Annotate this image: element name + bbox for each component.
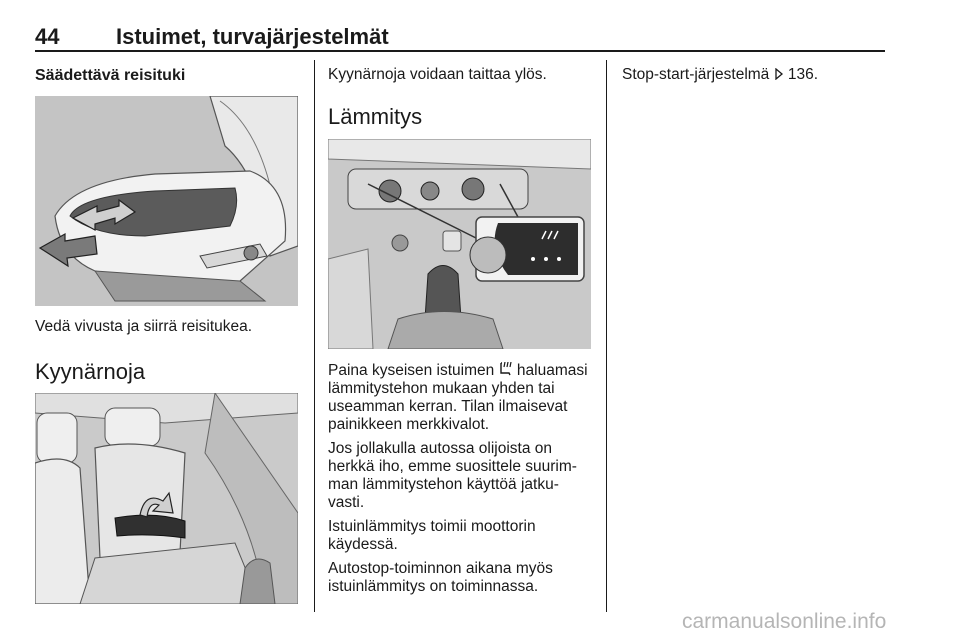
watermark: carmanualsonline.info [682,610,887,633]
para1-text-b: haluamasi [516,362,588,379]
para2-line-1: Jos jollakulla autossa olijoista on [328,440,553,457]
armrest-text: Kyynärnoja voidaan taittaa ylös. [328,66,547,83]
page-number: 44 [35,24,60,49]
heating-paragraph-4 [328,560,603,596]
para1-line-2: lämmitystehon mukaan yhden tai [328,380,555,397]
reference-page: 136. [787,66,819,83]
para1-line-3: useamman kerran. Tilan ilmaisevat [328,398,568,415]
heating-paragraph-2 [328,440,603,512]
cross-reference [622,66,882,84]
heating-heading: Lämmitys [328,104,423,129]
armrest-heading-wrap [35,359,305,385]
para3-line-1: Istuinlämmitys toimii moottorin [328,518,536,535]
para1-text-a: Paina kyseisen istuimen [328,362,495,379]
thigh-support-caption: Vedä vivusta ja siirrä reisitukea. [35,318,253,335]
seat-heating-illustration [328,139,591,349]
thigh-support-illustration [35,96,298,306]
seat-heating-icon [499,362,513,376]
para1-line-4: painikkeen merkkivalot. [328,416,490,433]
para4-line-2: istuinlämmitys on toiminnassa. [328,578,539,595]
column-divider-1 [314,60,315,612]
column-divider-2 [606,60,607,612]
heating-heading-wrap [328,104,598,130]
heating-paragraph-3 [328,518,603,554]
armrest-illustration [35,393,298,604]
thigh-caption-wrap [35,318,305,336]
thigh-support-heading: Säädettävä reisituki [35,67,186,84]
cross-reference-line [622,66,882,84]
thigh-support-heading-wrap [35,66,305,86]
armrest-heading: Kyynärnoja [35,359,146,384]
reference-text: Stop-start-järjestelmä [622,66,770,83]
heating-paragraph-1 [328,362,603,434]
para2-line-4: vasti. [328,494,365,511]
para4-line-1: Autostop-toiminnon aikana myös [328,560,553,577]
heating-text-block [328,362,603,596]
para2-line-3: man lämmitystehon käyttöä jatku- [328,476,559,493]
para3-line-2: käydessä. [328,536,398,553]
armrest-text-wrap [328,66,598,84]
para2-line-2: herkkä iho, emme suosittele suurim- [328,458,577,475]
page-header [35,24,885,50]
chapter-title: Istuimet, turvajärjestelmät [116,24,389,49]
page-reference-icon [774,68,784,80]
header-rule [35,50,885,52]
